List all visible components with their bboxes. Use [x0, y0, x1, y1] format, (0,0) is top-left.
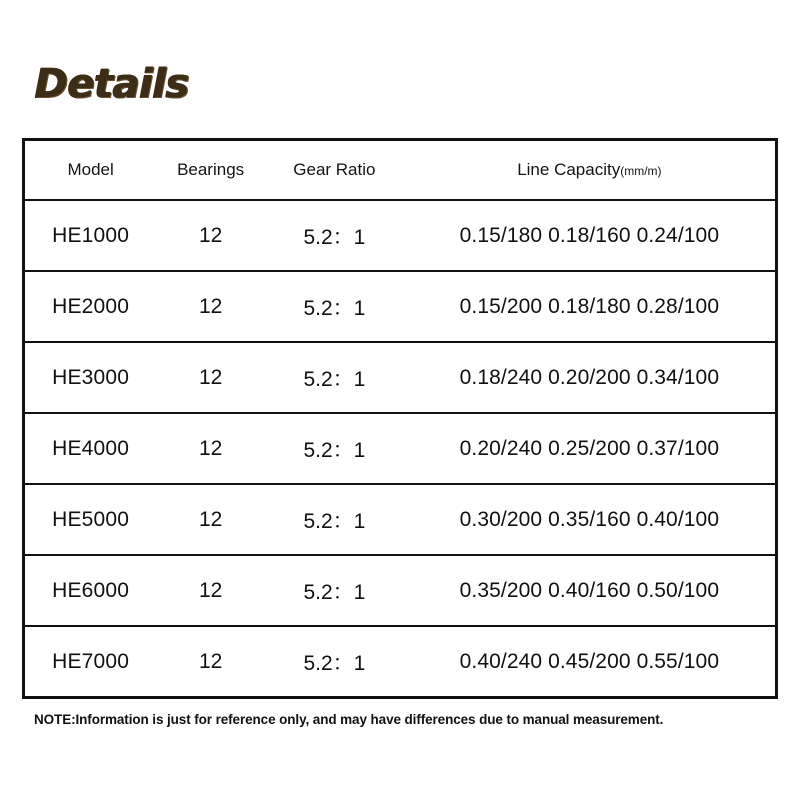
cell-model: HE1000 — [25, 200, 156, 271]
table-row — [25, 555, 775, 626]
cell-line-capacity: 0.15/200 0.18/180 0.28/100 — [404, 271, 775, 342]
cell-line-capacity: 0.18/240 0.20/200 0.34/100 — [404, 342, 775, 413]
page-title-wrap — [34, 61, 189, 107]
cell-model: HE5000 — [25, 484, 156, 555]
cell-bearings: 12 — [156, 484, 265, 555]
cell-gear-ratio: 5.2：1 — [265, 555, 404, 626]
cell-model: HE7000 — [52, 649, 130, 673]
disclaimer-note: NOTE:Information is just for reference only, and may have differences due to manual measurement. — [34, 712, 664, 727]
column-header-gear-ratio: Gear Ratio — [265, 141, 404, 200]
cell-bearings: 12 — [198, 649, 223, 673]
cell-line-capacity: 0.15/180 0.18/160 0.24/100 — [404, 200, 775, 271]
column-header-model: Model — [25, 141, 156, 200]
table-row — [25, 271, 775, 342]
cell-gear-ratio: 5.2：1 — [265, 413, 404, 484]
cell-bearings: 12 — [156, 413, 265, 484]
table-row — [25, 413, 775, 484]
cell-line-capacity: 0.20/240 0.25/200 0.37/100 — [404, 413, 775, 484]
cell-gear-ratio: 5.2：1 — [265, 342, 404, 413]
column-header-line-capacity-unit: (mm/m) — [620, 164, 662, 178]
table-header-row — [25, 141, 775, 200]
cell-bearings: 12 — [156, 555, 265, 626]
table-row — [25, 342, 775, 413]
table-body — [25, 200, 775, 696]
cell-line-capacity: 0.35/200 0.40/160 0.50/100 — [404, 555, 775, 626]
cell-bearings: 12 — [156, 342, 265, 413]
table-header — [25, 141, 775, 200]
column-header-line-capacity — [404, 141, 775, 200]
cell-gear-ratio: 5.2：1 — [303, 651, 366, 675]
column-header-bearings: Bearings — [156, 141, 265, 200]
specs-table-container — [22, 138, 778, 699]
cell-line-capacity: 0.30/200 0.35/160 0.40/100 — [404, 484, 775, 555]
column-header-line-capacity-text: Line Capacity — [517, 160, 621, 179]
page-title: Details — [34, 61, 189, 107]
cell-model: HE4000 — [25, 413, 156, 484]
cell-gear-ratio: 5.2：1 — [265, 271, 404, 342]
cell-gear-ratio: 5.2：1 — [265, 200, 404, 271]
table-row — [25, 200, 775, 271]
cell-bearings: 12 — [156, 271, 265, 342]
table-row — [25, 484, 775, 555]
specs-table — [25, 141, 775, 696]
cell-bearings: 12 — [156, 200, 265, 271]
cell-model: HE3000 — [25, 342, 156, 413]
table-row — [25, 626, 775, 696]
cell-model: HE6000 — [25, 555, 156, 626]
cell-model: HE2000 — [25, 271, 156, 342]
cell-line-capacity: 0.40/240 0.45/200 0.55/100 — [459, 649, 720, 673]
cell-gear-ratio: 5.2：1 — [265, 484, 404, 555]
